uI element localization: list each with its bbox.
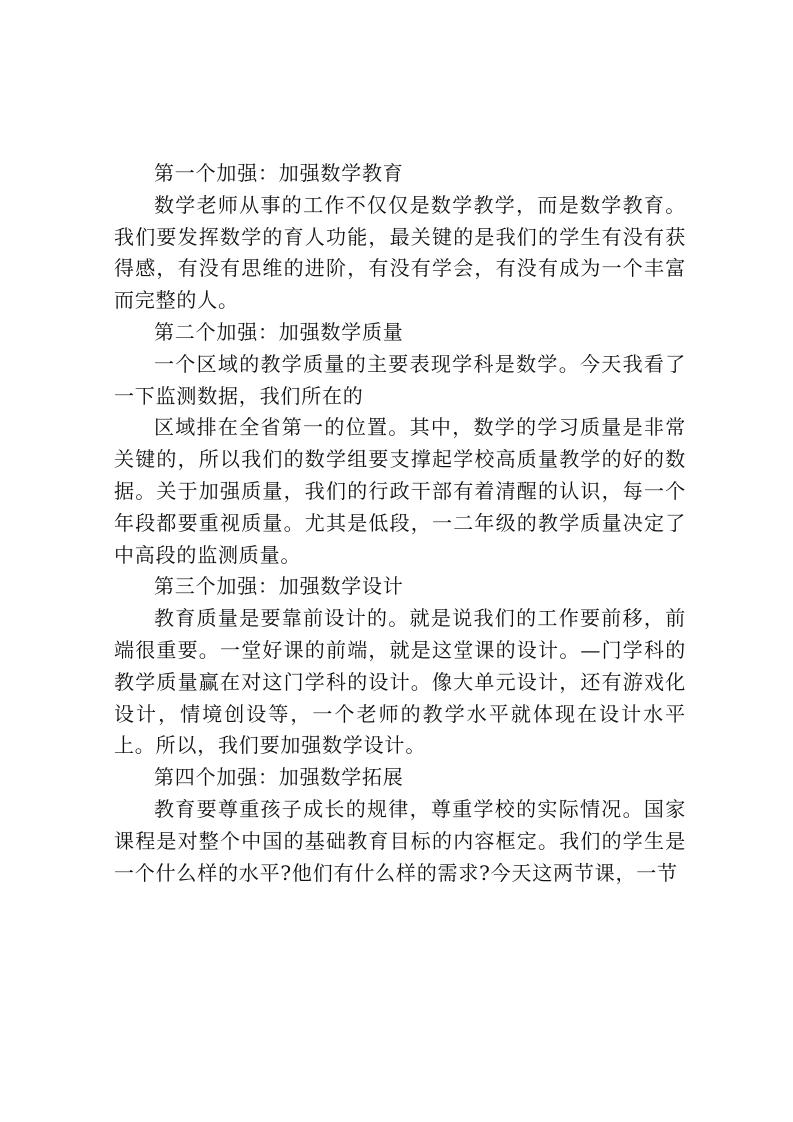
paragraph-1: 数学老师从事的工作不仅仅是数学教学，而是数学教育。我们要发挥数学的育人功能，最关键的是我们的学生有没有获得感，有没有思维的进阶，有没有学会，有没有成为一个丰富而完整的人。 [114, 192, 686, 313]
section-heading-1: 第一个加强：加强数学教育 [154, 161, 404, 185]
paragraph-2: 一个区域的教学质量的主要表现学科是数学。今天我看了一下监测数据，我们所在的 [114, 351, 686, 408]
paragraph-5: 教育要尊重孩子成长的规律，尊重学校的实际情况。国家课程是对整个中国的基础教育目标的内容框定。我们的学生是一个什么样的水平?他们有什么样的需求?今天这两节课，一节 [114, 796, 686, 885]
section-heading-2: 第二个加强：加强数学质量 [154, 319, 404, 344]
paragraph-3: 区域排在全省第一的位置。其中，数学的学习质量是非常关键的，所以我们的数学组要支撑起学校高质量教学的好的数据。关于加强质量，我们的行政干部有着清醒的认识，每一个年段都要重视质量。尤其是低段，一二年级的教学质量决定了中高段的监测质量。 [114, 415, 686, 567]
document-page [114, 158, 686, 889]
paragraph-4: 教育质量是要靠前设计的。就是说我们的工作要前移，前端很重要。一堂好课的前端，就是这堂课的设计。—门学科的教学质量赢在对这门学科的设计。像大单元设计，还有游戏化设计，情境创设等，一个老师的教学水平就体现在设计水平上。所以，我们要加强数学设计。 [114, 606, 686, 758]
section-heading-4: 第四个加强：加强数学拓展 [154, 765, 404, 790]
section-heading-3: 第三个加强：加强数学设计 [154, 574, 404, 599]
